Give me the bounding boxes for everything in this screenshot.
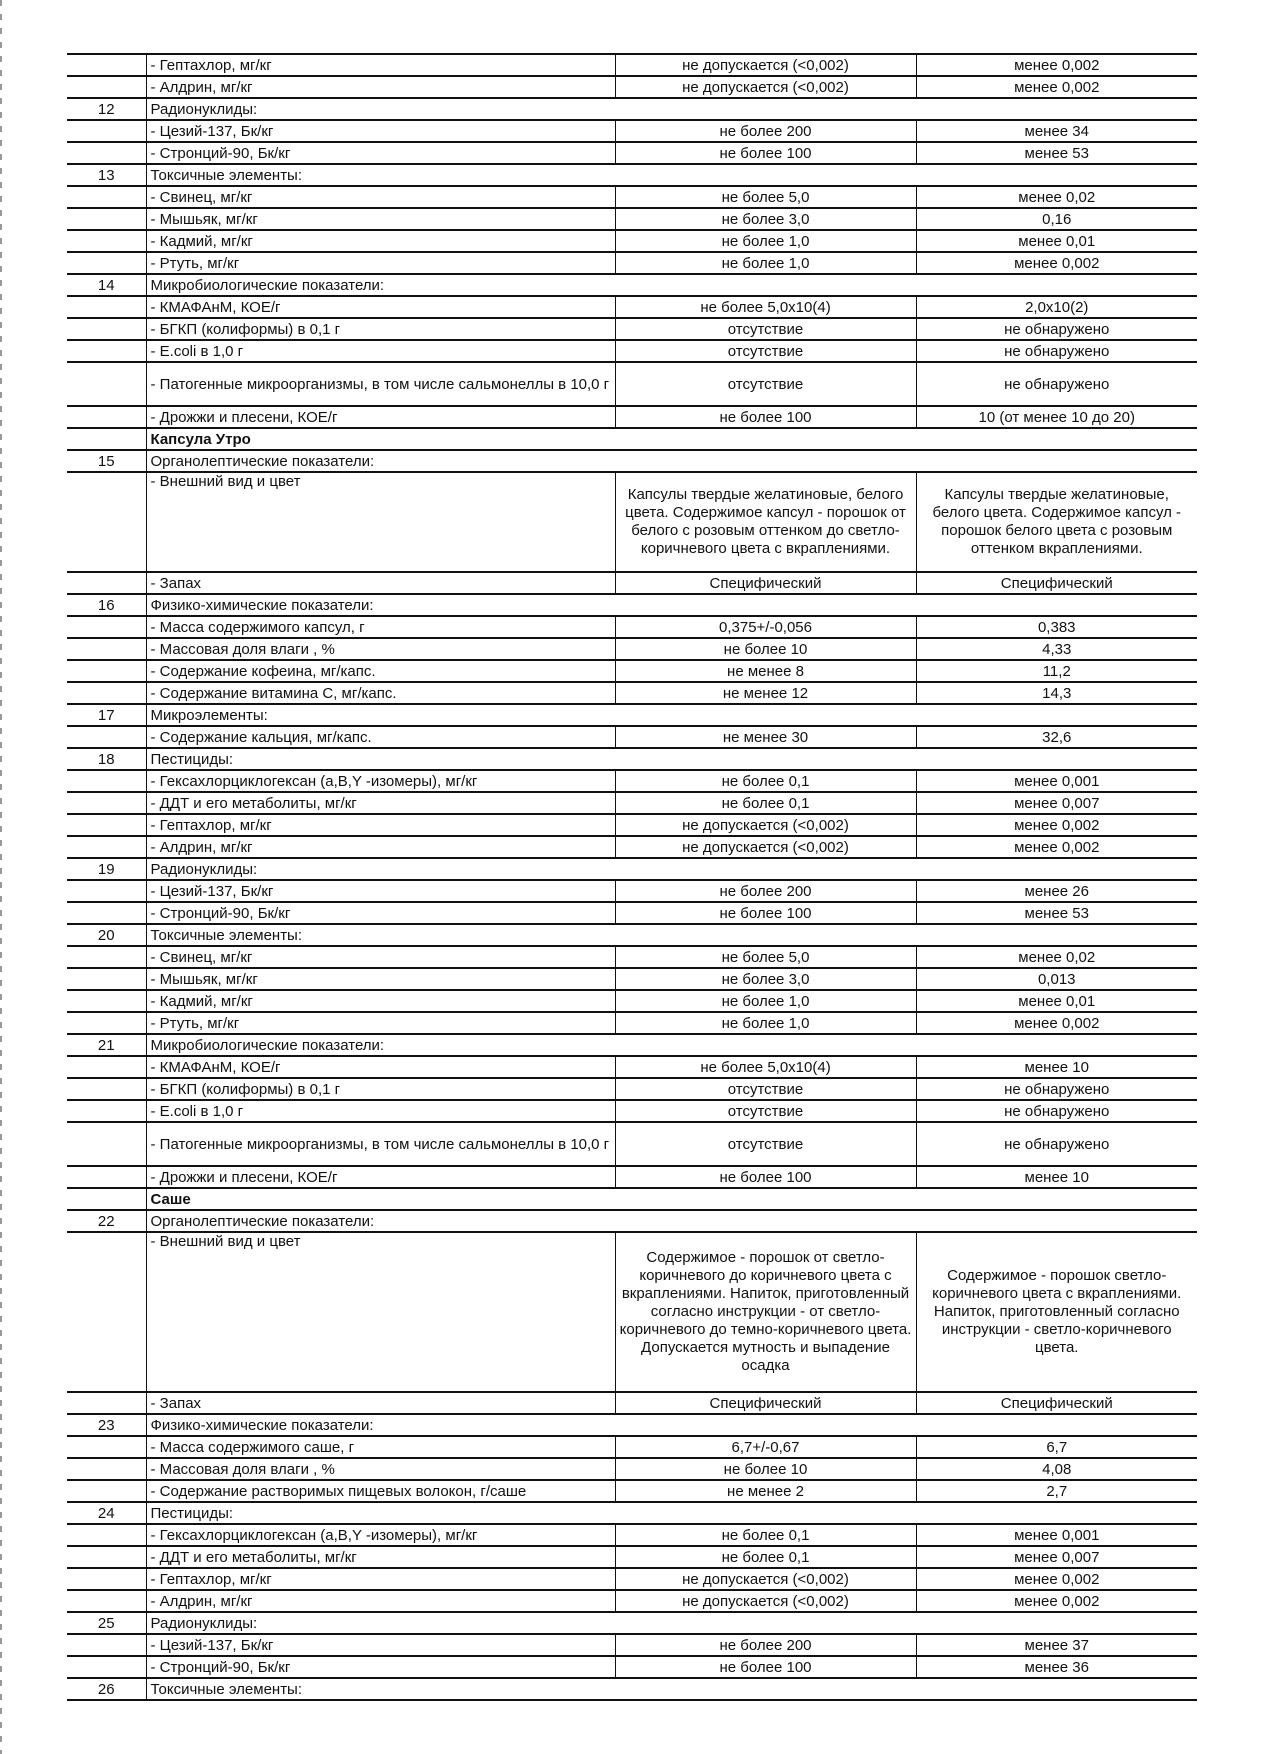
section-title: Токсичные элементы:: [146, 164, 1197, 186]
empty-cell: [67, 968, 146, 990]
empty-cell: [67, 76, 146, 98]
section-row: [67, 274, 1197, 296]
table-row: [67, 572, 1197, 594]
empty-cell: [67, 1078, 146, 1100]
section-number: 24: [67, 1502, 146, 1524]
section-number: 23: [67, 1414, 146, 1436]
section-row: [67, 858, 1197, 880]
empty-cell: [67, 318, 146, 340]
empty-cell: [67, 770, 146, 792]
indicator-name: - Цезий-137, Бк/кг: [146, 120, 615, 142]
actual-result: 0,16: [916, 208, 1197, 230]
section-number: 14: [67, 274, 146, 296]
indicator-name: - Алдрин, мг/кг: [146, 836, 615, 858]
empty-cell: [67, 208, 146, 230]
table-row: [67, 1122, 1197, 1166]
product-title: Саше: [146, 1188, 1197, 1210]
indicator-name: - Запах: [146, 1392, 615, 1414]
norm-value: не допускается (<0,002): [615, 76, 916, 98]
indicator-name: - Дрожжи и плесени, КОЕ/г: [146, 1166, 615, 1188]
empty-cell: [67, 572, 146, 594]
empty-cell: [67, 1392, 146, 1414]
table-row: [67, 472, 1197, 572]
norm-value: не более 0,1: [615, 1546, 916, 1568]
norm-value: не более 100: [615, 1656, 916, 1678]
empty-cell: [67, 252, 146, 274]
indicator-name: - Алдрин, мг/кг: [146, 1590, 615, 1612]
actual-result: не обнаружено: [916, 1100, 1197, 1122]
norm-value: не более 5,0x10(4): [615, 296, 916, 318]
norm-value: не более 5,0: [615, 946, 916, 968]
actual-result: 4,33: [916, 638, 1197, 660]
indicator-name: - Содержание кальция, мг/капс.: [146, 726, 615, 748]
section-number: 25: [67, 1612, 146, 1634]
empty-cell: [67, 120, 146, 142]
norm-value: не более 1,0: [615, 1012, 916, 1034]
norm-value: Капсулы твердые желатиновые, белого цвета. Содержимое капсул - порошок от белого с розовым оттенком до светло-коричневого цвета с вкраплениями.: [615, 472, 916, 572]
section-title: Физико-химические показатели:: [146, 1414, 1197, 1436]
indicator-name: - Кадмий, мг/кг: [146, 230, 615, 252]
table-row: [67, 1546, 1197, 1568]
empty-cell: [67, 726, 146, 748]
section-row: [67, 98, 1197, 120]
norm-value: не менее 8: [615, 660, 916, 682]
actual-result: менее 0,02: [916, 186, 1197, 208]
table-row: [67, 902, 1197, 924]
indicator-name: - БГКП (колиформы) в 0,1 г: [146, 1078, 615, 1100]
table-row: [67, 1590, 1197, 1612]
actual-result: менее 0,002: [916, 814, 1197, 836]
product-row: [67, 1188, 1197, 1210]
section-title: Токсичные элементы:: [146, 924, 1197, 946]
indicator-name: - Гептахлор, мг/кг: [146, 54, 615, 76]
section-number: 19: [67, 858, 146, 880]
empty-cell: [67, 142, 146, 164]
actual-result: менее 26: [916, 880, 1197, 902]
actual-result: 0,383: [916, 616, 1197, 638]
norm-value: Специфический: [615, 572, 916, 594]
actual-result: 10 (от менее 10 до 20): [916, 406, 1197, 428]
table-row: [67, 1524, 1197, 1546]
table-row: [67, 726, 1197, 748]
empty-cell: [67, 616, 146, 638]
indicator-name: - Стронций-90, Бк/кг: [146, 902, 615, 924]
actual-result: менее 0,002: [916, 1012, 1197, 1034]
table-row: [67, 1056, 1197, 1078]
norm-value: не более 0,1: [615, 792, 916, 814]
section-title: Органолептические показатели:: [146, 450, 1197, 472]
actual-result: не обнаружено: [916, 340, 1197, 362]
actual-result: не обнаружено: [916, 1078, 1197, 1100]
empty-cell: [67, 1590, 146, 1612]
norm-value: не более 1,0: [615, 990, 916, 1012]
actual-result: менее 0,002: [916, 1590, 1197, 1612]
indicator-name: - Стронций-90, Бк/кг: [146, 142, 615, 164]
norm-value: не более 100: [615, 1166, 916, 1188]
empty-cell: [67, 902, 146, 924]
table-row: [67, 208, 1197, 230]
actual-result: менее 0,002: [916, 252, 1197, 274]
actual-result: Специфический: [916, 572, 1197, 594]
section-title: Радионуклиды:: [146, 98, 1197, 120]
empty-cell: [67, 682, 146, 704]
empty-cell: [67, 1546, 146, 1568]
norm-value: Содержимое - порошок от светло-коричневого до коричневого цвета с вкраплениями. Напиток, приготовленный согласно инструкции - от светло-коричневого до темно-коричневого цвета. Допускается мутность и выпадение осадка: [615, 1232, 916, 1392]
table-row: [67, 814, 1197, 836]
indicator-name: - E.coli в 1,0 г: [146, 340, 615, 362]
norm-value: не менее 2: [615, 1480, 916, 1502]
indicator-name: - Кадмий, мг/кг: [146, 990, 615, 1012]
empty-cell: [67, 1480, 146, 1502]
indicator-name: - Содержание растворимых пищевых волокон, г/саше: [146, 1480, 615, 1502]
empty-cell: [67, 428, 146, 450]
actual-result: менее 34: [916, 120, 1197, 142]
actual-result: Капсулы твердые желатиновые, белого цвета. Содержимое капсул - порошок белого цвета с розовым оттенком вкраплениями.: [916, 472, 1197, 572]
empty-cell: [67, 946, 146, 968]
empty-cell: [67, 660, 146, 682]
section-number: 13: [67, 164, 146, 186]
indicator-name: - Внешний вид и цвет: [146, 472, 615, 572]
section-title: Микроэлементы:: [146, 704, 1197, 726]
empty-cell: [67, 1100, 146, 1122]
norm-value: не более 3,0: [615, 208, 916, 230]
table-row: [67, 296, 1197, 318]
empty-cell: [67, 990, 146, 1012]
indicator-name: - Содержание кофеина, мг/капс.: [146, 660, 615, 682]
indicator-name: - Стронций-90, Бк/кг: [146, 1656, 615, 1678]
empty-cell: [67, 1056, 146, 1078]
indicator-name: - Патогенные микроорганизмы, в том числе сальмонеллы в 10,0 г: [146, 362, 615, 406]
actual-result: 4,08: [916, 1458, 1197, 1480]
product-row: [67, 428, 1197, 450]
section-title: Органолептические показатели:: [146, 1210, 1197, 1232]
indicator-name: - КМАФАнМ, КОЕ/г: [146, 296, 615, 318]
table-row: [67, 1078, 1197, 1100]
section-row: [67, 1034, 1197, 1056]
norm-value: не более 0,1: [615, 770, 916, 792]
section-title: Радионуклиды:: [146, 1612, 1197, 1634]
table-row: [67, 616, 1197, 638]
indicator-name: - Гептахлор, мг/кг: [146, 1568, 615, 1590]
norm-value: отсутствие: [615, 340, 916, 362]
actual-result: 32,6: [916, 726, 1197, 748]
section-row: [67, 1612, 1197, 1634]
empty-cell: [67, 1568, 146, 1590]
actual-result: не обнаружено: [916, 1122, 1197, 1166]
indicator-name: - Цезий-137, Бк/кг: [146, 1634, 615, 1656]
empty-cell: [67, 186, 146, 208]
norm-value: не допускается (<0,002): [615, 814, 916, 836]
table-row: [67, 252, 1197, 274]
norm-value: не более 10: [615, 1458, 916, 1480]
empty-cell: [67, 54, 146, 76]
norm-value: не более 100: [615, 142, 916, 164]
actual-result: не обнаружено: [916, 318, 1197, 340]
section-title: Микробиологические показатели:: [146, 1034, 1197, 1056]
empty-cell: [67, 1458, 146, 1480]
product-title: Капсула Утро: [146, 428, 1197, 450]
table-row: [67, 1458, 1197, 1480]
table-row: [67, 142, 1197, 164]
section-number: 18: [67, 748, 146, 770]
indicator-name: - БГКП (колиформы) в 0,1 г: [146, 318, 615, 340]
actual-result: 6,7: [916, 1436, 1197, 1458]
actual-result: не обнаружено: [916, 362, 1197, 406]
norm-value: отсутствие: [615, 1100, 916, 1122]
indicator-name: - Свинец, мг/кг: [146, 946, 615, 968]
actual-result: менее 0,007: [916, 1546, 1197, 1568]
section-number: 16: [67, 594, 146, 616]
table-row: [67, 1436, 1197, 1458]
norm-value: не допускается (<0,002): [615, 54, 916, 76]
indicator-name: - Алдрин, мг/кг: [146, 76, 615, 98]
table-row: [67, 682, 1197, 704]
norm-value: не более 0,1: [615, 1524, 916, 1546]
table-row: [67, 230, 1197, 252]
section-row: [67, 594, 1197, 616]
indicator-name: - Ртуть, мг/кг: [146, 252, 615, 274]
table-row: [67, 406, 1197, 428]
actual-result: менее 0,002: [916, 836, 1197, 858]
table-row: [67, 362, 1197, 406]
indicator-name: - Масса содержимого саше, г: [146, 1436, 615, 1458]
indicator-name: - Гексахлорциклогексан (a,B,Y -изомеры), мг/кг: [146, 770, 615, 792]
actual-result: менее 10: [916, 1056, 1197, 1078]
norm-value: не более 200: [615, 1634, 916, 1656]
table-row: [67, 660, 1197, 682]
indicator-name: - Патогенные микроорганизмы, в том числе сальмонеллы в 10,0 г: [146, 1122, 615, 1166]
norm-value: не допускается (<0,002): [615, 1590, 916, 1612]
table-row: [67, 340, 1197, 362]
empty-cell: [67, 1232, 146, 1392]
table-row: [67, 968, 1197, 990]
norm-value: не более 200: [615, 120, 916, 142]
section-number: 15: [67, 450, 146, 472]
actual-result: 0,013: [916, 968, 1197, 990]
norm-value: не более 100: [615, 902, 916, 924]
empty-cell: [67, 1188, 146, 1210]
table-row: [67, 1656, 1197, 1678]
empty-cell: [67, 1656, 146, 1678]
section-number: 22: [67, 1210, 146, 1232]
empty-cell: [67, 1166, 146, 1188]
norm-value: отсутствие: [615, 362, 916, 406]
empty-cell: [67, 1012, 146, 1034]
indicator-name: - Свинец, мг/кг: [146, 186, 615, 208]
empty-cell: [67, 472, 146, 572]
empty-cell: [67, 1436, 146, 1458]
indicator-name: - Массовая доля влаги , %: [146, 638, 615, 660]
actual-result: менее 10: [916, 1166, 1197, 1188]
table-row: [67, 1634, 1197, 1656]
section-title: Пестициды:: [146, 748, 1197, 770]
section-number: 26: [67, 1678, 146, 1700]
norm-value: не менее 30: [615, 726, 916, 748]
indicator-name: - Дрожжи и плесени, КОЕ/г: [146, 406, 615, 428]
section-title: Микробиологические показатели:: [146, 274, 1197, 296]
indicator-name: - Внешний вид и цвет: [146, 1232, 615, 1392]
norm-value: не более 1,0: [615, 252, 916, 274]
indicator-name: - Гексахлорциклогексан (a,B,Y -изомеры), мг/кг: [146, 1524, 615, 1546]
indicator-name: - Цезий-137, Бк/кг: [146, 880, 615, 902]
empty-cell: [67, 1524, 146, 1546]
section-row: [67, 1210, 1197, 1232]
empty-cell: [67, 362, 146, 406]
table-row: [67, 318, 1197, 340]
table-row: [67, 120, 1197, 142]
actual-result: менее 0,001: [916, 770, 1197, 792]
norm-value: не более 5,0x10(4): [615, 1056, 916, 1078]
section-number: 17: [67, 704, 146, 726]
actual-result: менее 0,007: [916, 792, 1197, 814]
norm-value: не менее 12: [615, 682, 916, 704]
section-number: 12: [67, 98, 146, 120]
table-row: [67, 1012, 1197, 1034]
table-row: [67, 1232, 1197, 1392]
norm-value: не более 3,0: [615, 968, 916, 990]
norm-value: не более 10: [615, 638, 916, 660]
table-row: [67, 1166, 1197, 1188]
empty-cell: [67, 638, 146, 660]
section-number: 20: [67, 924, 146, 946]
section-row: [67, 450, 1197, 472]
table-row: [67, 76, 1197, 98]
norm-value: 6,7+/-0,67: [615, 1436, 916, 1458]
norm-value: отсутствие: [615, 318, 916, 340]
norm-value: не допускается (<0,002): [615, 836, 916, 858]
section-row: [67, 924, 1197, 946]
indicator-name: - Гептахлор, мг/кг: [146, 814, 615, 836]
actual-result: 14,3: [916, 682, 1197, 704]
indicator-name: - КМАФАнМ, КОЕ/г: [146, 1056, 615, 1078]
norm-value: не более 200: [615, 880, 916, 902]
section-row: [67, 1678, 1197, 1700]
indicator-name: - Ртуть, мг/кг: [146, 1012, 615, 1034]
empty-cell: [67, 340, 146, 362]
empty-cell: [67, 1122, 146, 1166]
test-results-table: [67, 53, 1197, 1701]
indicator-name: - Масса содержимого капсул, г: [146, 616, 615, 638]
section-number: 21: [67, 1034, 146, 1056]
section-row: [67, 164, 1197, 186]
actual-result: 2,0x10(2): [916, 296, 1197, 318]
section-row: [67, 748, 1197, 770]
empty-cell: [67, 880, 146, 902]
table-row: [67, 1100, 1197, 1122]
empty-cell: [67, 836, 146, 858]
indicator-name: - ДДТ и его метаболиты, мг/кг: [146, 792, 615, 814]
actual-result: менее 53: [916, 142, 1197, 164]
section-row: [67, 704, 1197, 726]
indicator-name: - Массовая доля влаги , %: [146, 1458, 615, 1480]
actual-result: менее 36: [916, 1656, 1197, 1678]
indicator-name: - Мышьяк, мг/кг: [146, 968, 615, 990]
actual-result: Содержимое - порошок светло-коричневого цвета с вкраплениями. Напиток, приготовленный согласно инструкции - светло-коричневого цвета.: [916, 1232, 1197, 1392]
section-row: [67, 1502, 1197, 1524]
table-row: [67, 792, 1197, 814]
table-row: [67, 880, 1197, 902]
table-row: [67, 54, 1197, 76]
section-title: Радионуклиды:: [146, 858, 1197, 880]
norm-value: не более 100: [615, 406, 916, 428]
empty-cell: [67, 406, 146, 428]
section-title: Физико-химические показатели:: [146, 594, 1197, 616]
actual-result: менее 0,001: [916, 1524, 1197, 1546]
actual-result: менее 0,01: [916, 990, 1197, 1012]
actual-result: менее 0,02: [916, 946, 1197, 968]
section-title: Пестициды:: [146, 1502, 1197, 1524]
table-row: [67, 946, 1197, 968]
table-row: [67, 1480, 1197, 1502]
norm-value: не допускается (<0,002): [615, 1568, 916, 1590]
table-row: [67, 186, 1197, 208]
norm-value: отсутствие: [615, 1078, 916, 1100]
actual-result: менее 0,002: [916, 1568, 1197, 1590]
section-title: Токсичные элементы:: [146, 1678, 1197, 1700]
table-row: [67, 1392, 1197, 1414]
actual-result: менее 0,01: [916, 230, 1197, 252]
table-row: [67, 836, 1197, 858]
table-row: [67, 1568, 1197, 1590]
indicator-name: - Мышьяк, мг/кг: [146, 208, 615, 230]
actual-result: менее 0,002: [916, 54, 1197, 76]
actual-result: Специфический: [916, 1392, 1197, 1414]
empty-cell: [67, 230, 146, 252]
empty-cell: [67, 1634, 146, 1656]
actual-result: 11,2: [916, 660, 1197, 682]
norm-value: отсутствие: [615, 1122, 916, 1166]
actual-result: менее 37: [916, 1634, 1197, 1656]
norm-value: не более 1,0: [615, 230, 916, 252]
table-row: [67, 770, 1197, 792]
scan-edge: [0, 0, 2, 1754]
norm-value: 0,375+/-0,056: [615, 616, 916, 638]
actual-result: менее 53: [916, 902, 1197, 924]
table-row: [67, 990, 1197, 1012]
indicator-name: - ДДТ и его метаболиты, мг/кг: [146, 1546, 615, 1568]
empty-cell: [67, 792, 146, 814]
actual-result: менее 0,002: [916, 76, 1197, 98]
indicator-name: - Запах: [146, 572, 615, 594]
indicator-name: - Содержание витамина С, мг/капс.: [146, 682, 615, 704]
empty-cell: [67, 296, 146, 318]
empty-cell: [67, 814, 146, 836]
table-row: [67, 638, 1197, 660]
section-row: [67, 1414, 1197, 1436]
norm-value: не более 5,0: [615, 186, 916, 208]
actual-result: 2,7: [916, 1480, 1197, 1502]
norm-value: Специфический: [615, 1392, 916, 1414]
indicator-name: - E.coli в 1,0 г: [146, 1100, 615, 1122]
